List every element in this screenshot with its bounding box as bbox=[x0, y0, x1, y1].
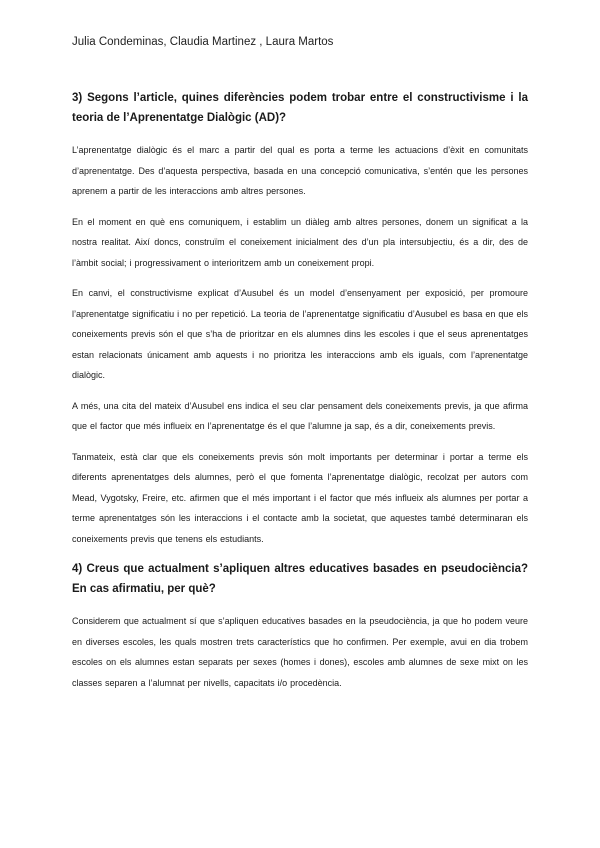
document-header-authors: Julia Condeminas, Claudia Martinez , Laura Martos bbox=[72, 36, 334, 48]
paragraph: En el moment en què ens comuniquem, i establim un diàleg amb altres persones, donem un significat a la nostra realitat. Així doncs, construïm el coneixement inicialment des d’un pla intersubjectiu, és a dir, des de l’àmbit social; i progressivament o interioritzem amb un coneixement propi. bbox=[72, 216, 528, 268]
paragraph: L’aprenentatge dialògic és el marc a partir del qual es porta a terme les actuacions d’èxit en comunitats d’aprenentatge. Des d’aquesta perspectiva, basada en una concepció comunicativa, s’entén que les persones aprenem a partir de les interaccions amb altres persones. bbox=[72, 145, 528, 196]
document-body bbox=[72, 88, 528, 703]
section-question-3 bbox=[72, 88, 528, 549]
question-3-heading: 3) Segons l’article, quines diferències podem trobar entre el constructivisme i la teoria de l’Aprenentatge Dialògic (AD)? bbox=[72, 92, 528, 124]
paragraph: Considerem que actualment sí que s’apliquen educatives basades en la pseudociència, ja que ho podem veure en diverses escoles, les quals mostren trets característics que ho confirmen. Per exemple, avui en dia trobem escoles on els alumnes estan separats per sexes (homes i dones), escoles amb alumnes de sexe mixt on les classes separen a l’alumnat per nivells, capacitats i/o procedència. bbox=[72, 616, 528, 688]
paragraph: Tanmateix, està clar que els coneixements previs són molt importants per determinar i portar a terme els diferents aprenentatges dels alumnes, però el que fomenta l’aprenentatge dialògic, recolzat per autors com Mead, Vygotsky, Freire, etc. afirmen que el més important i el factor que més influeix als alumnes per portar a terme aprenentatges són les interaccions i el contacte amb la societat, que aquestes també determinaran els coneixements previs que tenens els estudiants. bbox=[72, 451, 528, 544]
paragraph: En canvi, el constructivisme explicat d’Ausubel és un model d’ensenyament per exposició, per promoure l’aprenentatge significatiu i no per repetició. La teoria de l’aprenentatge significatiu d’Ausubel es basa en que els coneixements previs són el que s’ha de prioritzar en els alumnes dins les escoles i que el seus aprenentatges estan relacionats únicament amb aquests i no prioritza les interaccions amb els iguals, com l’aprenentatge dialògic. bbox=[72, 288, 528, 380]
section-question-4 bbox=[72, 559, 528, 693]
paragraph: A més, una cita del mateix d’Ausubel ens indica el seu clar pensament dels coneixements previs, ja que afirma que el factor que més influeix en l’aprenentatge és el que l’alumne ja sap, és a dir, coneixements previs. bbox=[72, 400, 528, 431]
question-4-heading: 4) Creus que actualment s’apliquen altres educatives basades en pseudociència? En cas afirmatiu, per què? bbox=[72, 563, 528, 595]
